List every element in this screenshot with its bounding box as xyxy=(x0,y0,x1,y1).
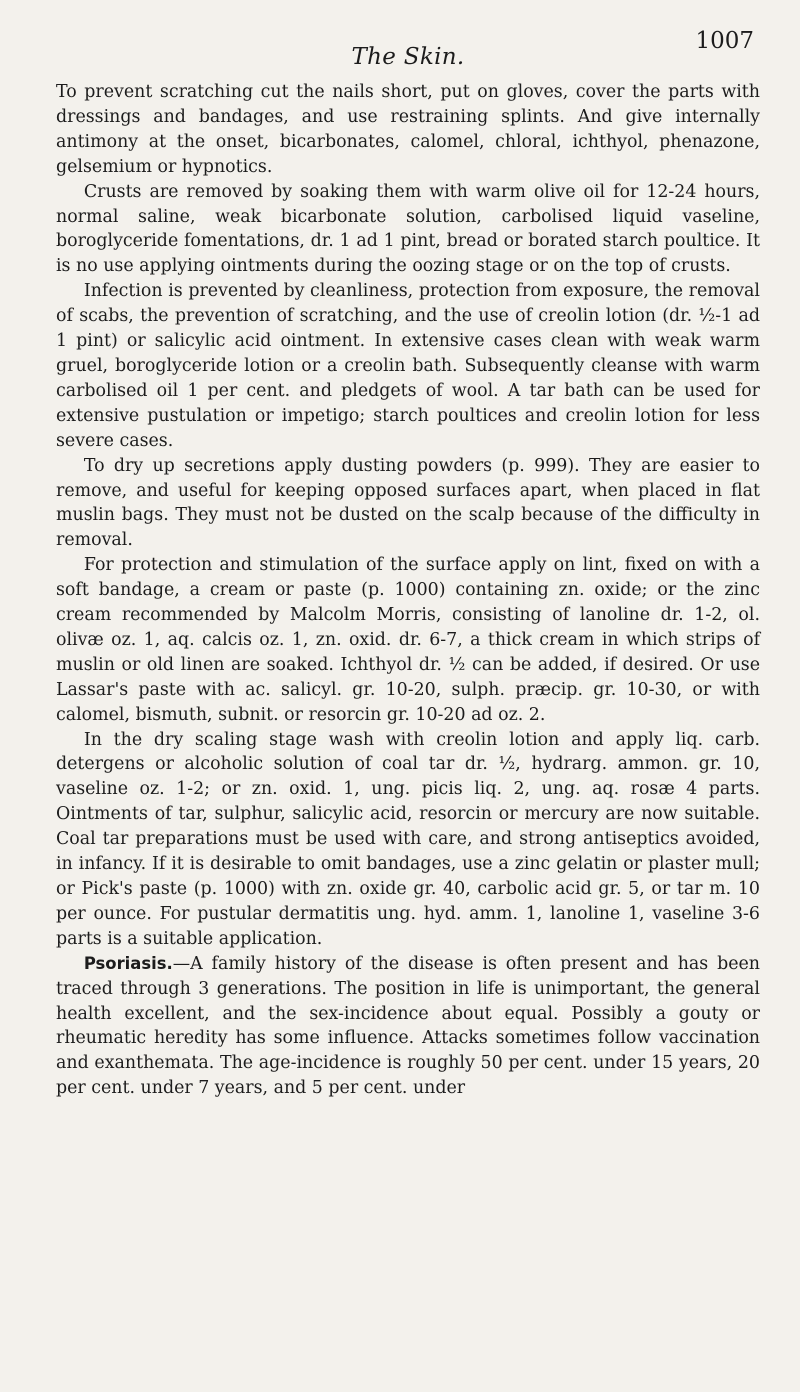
body-text xyxy=(56,80,760,1101)
section-heading: Psoriasis. xyxy=(83,953,173,973)
paragraph: Crusts are removed by soaking them with warm olive oil for 12-24 hours, normal saline, weak bicarbonate solution, carbolised liquid vaseline, boroglyceride fomentations, dr. 1 ad 1 pint, bread or borated starch poultice. It is no use applying ointments during the oozing stage or on the top of crusts. xyxy=(56,181,760,277)
running-title: The Skin. xyxy=(351,44,465,70)
page-number: 1007 xyxy=(695,28,754,54)
paragraph: For protection and stimulation of the surface apply on lint, fixed on with a soft bandage, a cream or paste (p. 1000) containing zn. oxide; or the zinc cream recommended by Malcolm Morris, consisting of lanoline dr. 1-2, ol. olivæ oz. 1, aq. calcis oz. 1, zn. oxid. dr. 6-7, a thick cream in which strips of muslin or old linen are soaked. Ichthyol dr. ½ can be added, if desired. Or use Lassar's paste with ac. salicyl. gr. 10-20, sulph. præcip. gr. 10-30, or with calomel, bismuth, subnit. or resorcin gr. 10-20 ad oz. 2. xyxy=(56,555,760,725)
paragraph: Infection is prevented by cleanliness, protection from exposure, the removal of scabs, the prevention of scratching, and the use of creolin lotion (dr. ½-1 ad 1 pint) or salicylic acid ointment. In extensive cases clean with weak warm gruel, boroglyceride lotion or a creolin bath. Subsequently cleanse with warm carbolised oil 1 per cent. and pledgets of wool. A tar bath can be used for extensive pustulation or impetigo; starch poultices and creolin lotion for less severe cases. xyxy=(56,281,760,451)
paragraph: To prevent scratching cut the nails short, put on gloves, cover the parts with dressings and bandages, and use restraining splints. And give internally antimony at the onset, bicarbonates, calomel, chloral, ichthyol, phenazone, gelsemium or hypnotics. xyxy=(56,82,760,177)
paragraph: To dry up secretions apply dusting powders (p. 999). They are easier to remove, and useful for keeping opposed surfaces apart, when placed in flat muslin bags. They must not be dusted on the scalp because of the difficulty in removal. xyxy=(56,455,760,551)
paragraph-text: —A family history of the disease is often present and has been traced through 3 generations. The position in life is unimportant, the general health excellent, and the sex-incidence about equal. Possibly a gouty or rheumatic heredity has some influence. Attacks sometimes follow vaccination and exanthemata. The age-incidence is roughly 50 per cent. under 15 years, 20 per cent. under 7 years, and 5 per cent. under xyxy=(56,953,760,1099)
page-header xyxy=(56,28,760,80)
paragraph: In the dry scaling stage wash with creolin lotion and apply liq. carb. detergens or alcoholic solution of coal tar dr. ½, hydrarg. ammon. gr. 10, vaseline oz. 1-2; or zn. oxid. 1, ung. picis liq. 2, ung. aq. rosæ 4 parts. Ointments of tar, sulphur, salicylic acid, resorcin or mercury are now suitable. Coal tar preparations must be used with care, and strong antiseptics avoided, in infancy. If it is desirable to omit bandages, use a zinc gelatin or plaster mull; or Pick's paste (p. 1000) with zn. oxide gr. 40, carbolic acid gr. 5, or tar m. 10 per ounce. For pustular dermatitis ung. hyd. amm. 1, lanoline 1, vaseline 3-6 parts is a suitable application. xyxy=(56,729,760,949)
paragraph-psoriasis xyxy=(56,952,760,1101)
